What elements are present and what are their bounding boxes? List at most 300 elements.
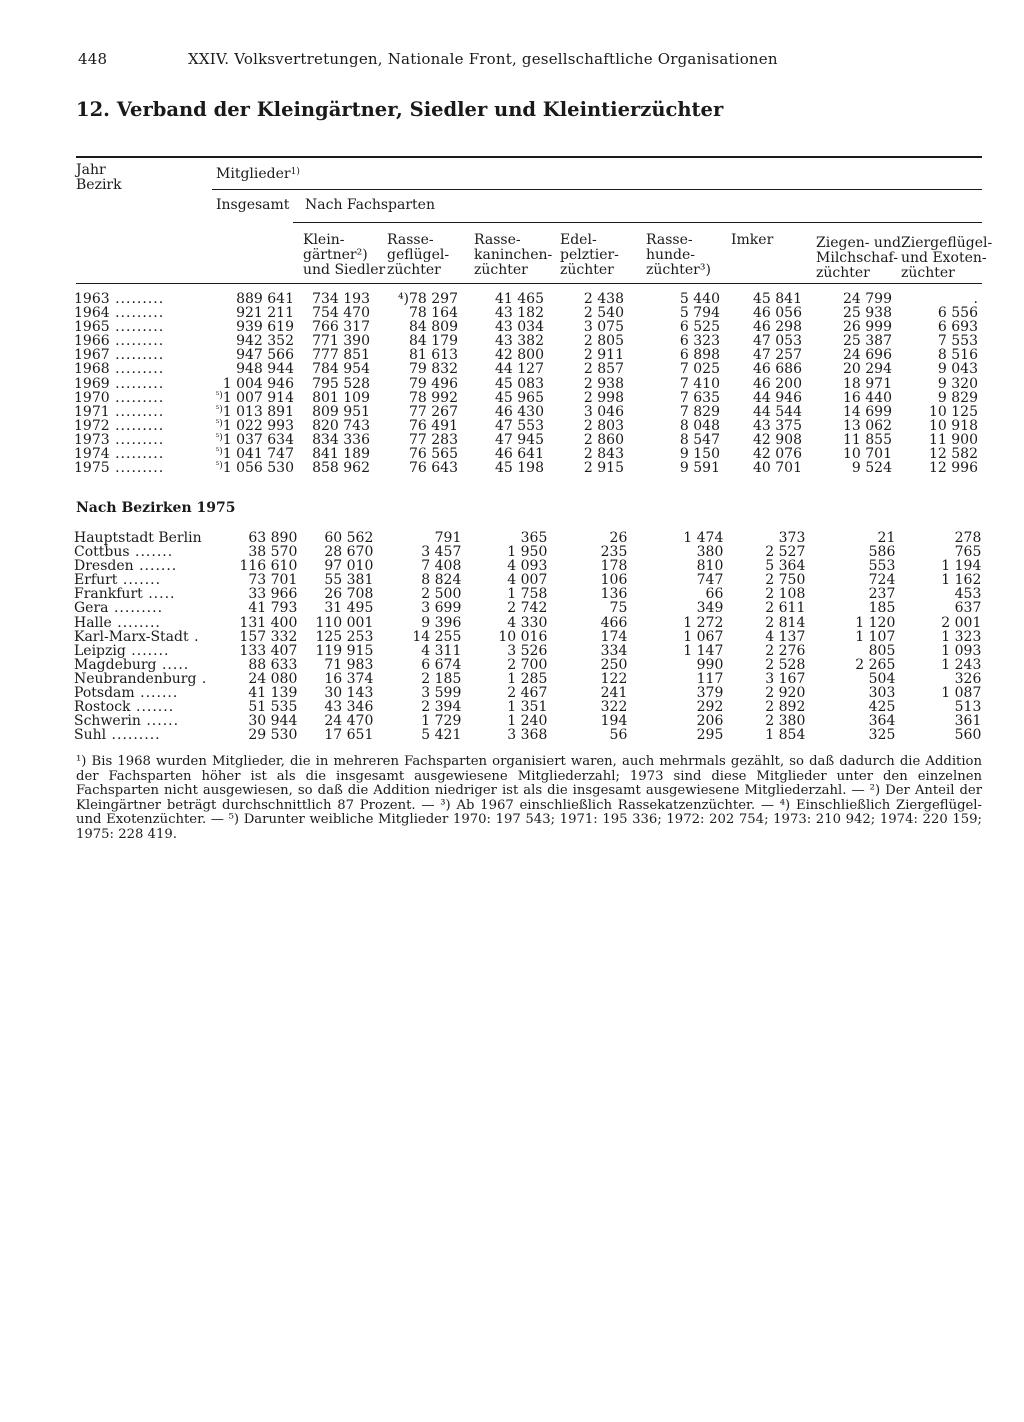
table-cell: 3 457: [421, 544, 462, 561]
col-head-line: züchter: [560, 262, 614, 278]
cell-total: [207, 700, 297, 714]
cell-total: [207, 644, 297, 658]
table-cell: 119 915: [315, 642, 374, 659]
table-cell: 46 056: [753, 305, 802, 322]
col-head-line: Rasse-: [474, 232, 521, 248]
table-row: [74, 700, 981, 714]
table-cell: 637: [954, 600, 982, 617]
table-cell: 24 696: [843, 347, 892, 364]
table-cell: 122: [600, 670, 628, 687]
leader-dots: .........: [109, 417, 165, 434]
table-cell: 365: [520, 530, 548, 546]
table-cell: 2 843: [583, 446, 624, 463]
table-cell: 78 992: [409, 389, 458, 406]
row-label: [74, 377, 204, 391]
rule-under-mitglieder: [212, 189, 982, 190]
leader-dots: .......: [130, 699, 175, 716]
table-cell: 2 920: [765, 685, 806, 702]
table-cell: 75: [609, 600, 628, 617]
table-cell: 84 179: [409, 333, 458, 350]
table-cell: 9 043: [937, 361, 978, 378]
cell-total: [207, 686, 297, 700]
table-cell: 2 814: [765, 614, 806, 631]
col-head-ziegen: [816, 236, 901, 281]
table-cell: 44 544: [753, 403, 802, 420]
table-cell: 26 708: [324, 586, 374, 603]
table-cell: 2 265: [855, 656, 896, 673]
table-cell: 174: [600, 628, 628, 645]
table-cell: 3 526: [507, 642, 548, 659]
districts-table: [74, 531, 981, 742]
table-cell: 40 701: [753, 460, 802, 477]
row-label: [74, 644, 207, 658]
table-cell: 380: [696, 544, 724, 561]
table-cell: 4 007: [507, 572, 548, 589]
table-cell: 3 167: [765, 670, 806, 687]
table-cell: 185: [868, 600, 896, 617]
table-cell: 77 267: [409, 403, 458, 420]
row-label: [74, 447, 204, 461]
cell-total: [207, 728, 297, 742]
table-cell: 7 410: [679, 375, 720, 392]
leader-dots: .........: [109, 291, 165, 307]
cell-total: [207, 616, 297, 630]
col-head-line: Ziegen- und: [816, 235, 901, 251]
table-cell: 2 527: [765, 544, 806, 561]
table-cell: 9 320: [937, 375, 978, 392]
total-value: 947 566: [236, 347, 294, 364]
footnotes: [76, 755, 982, 842]
leader-dots: .........: [109, 305, 165, 322]
row-label-text: Karl-Marx-Stadt: [74, 628, 189, 645]
row-label-text: 1974: [74, 446, 110, 463]
row-label-text: 1970: [74, 389, 110, 406]
table-row: [74, 714, 981, 728]
table-cell: 553: [868, 558, 896, 575]
total-value: 41 139: [248, 685, 298, 702]
table-cell: 26 999: [843, 319, 892, 336]
table-cell: 990: [696, 656, 724, 673]
table-cell: 6 556: [937, 305, 978, 322]
table-cell: 349: [696, 600, 724, 617]
row-label-text: Suhl: [74, 727, 107, 744]
leader-dots: ........: [111, 614, 161, 631]
table-cell: .: [973, 291, 978, 307]
table-cell: 2 805: [583, 333, 624, 350]
table-cell: 3 599: [421, 685, 462, 702]
table-cell: 820 743: [312, 417, 370, 434]
table-row: [74, 672, 981, 686]
cell-total: [204, 447, 294, 461]
districts-heading: Nach Bezirken 1975: [76, 500, 236, 516]
table-cell: 3 368: [507, 727, 548, 744]
col-head-rassegefluegel: [387, 233, 449, 278]
row-label: [74, 714, 207, 728]
table-row: [74, 573, 981, 587]
total-value: 133 407: [239, 642, 298, 659]
table-cell: 379: [696, 685, 724, 702]
table-cell: 9 591: [679, 460, 720, 477]
total-footnote: ⁵): [215, 461, 223, 472]
col-head-line: pelztier-: [560, 247, 619, 263]
table-cell: 858 962: [312, 460, 370, 477]
table-cell: 11 900: [929, 431, 978, 448]
table-cell: 9 524: [851, 460, 892, 477]
table-cell: 13 062: [843, 417, 892, 434]
leader-dots: .: [188, 628, 200, 645]
table-cell: 45 198: [495, 460, 544, 477]
table-row: [74, 630, 981, 644]
table-cell: 14 255: [412, 628, 462, 645]
total-value: 29 530: [248, 727, 298, 744]
table-cell: 10 918: [929, 417, 978, 434]
table-cell: 5 421: [421, 727, 462, 744]
col-head-line: züchter: [387, 262, 441, 278]
col-head-line: züchter: [474, 262, 528, 278]
table-row: [74, 348, 978, 362]
group-head-mitglieder: [216, 167, 300, 182]
stub-head: [76, 163, 122, 193]
col-head-line: Klein-: [303, 232, 345, 248]
table-cell: 734 193: [312, 291, 370, 307]
cell-total: [204, 334, 294, 348]
table-cell: 1 147: [683, 642, 724, 659]
row-label: [74, 686, 207, 700]
cell-total: [207, 714, 297, 728]
leader-dots: .........: [109, 375, 165, 392]
table-cell: 79 496: [409, 375, 458, 392]
table-cell: 3 075: [583, 319, 624, 336]
table-row: [74, 419, 978, 433]
table-cell: 21: [877, 530, 896, 546]
total-value: 116 610: [239, 558, 298, 575]
table-cell: 250: [600, 656, 628, 673]
col-head-line: Ziergeflügel-: [901, 235, 993, 251]
total-footnote: ⁵): [215, 418, 223, 429]
row-label-text: 1972: [74, 417, 110, 434]
table-cell: 46 298: [753, 319, 802, 336]
table-cell: 2 892: [765, 699, 806, 716]
table-cell: 784 954: [312, 361, 370, 378]
table-cell: 12 996: [929, 460, 978, 477]
col-head-line: gärtner²): [303, 247, 368, 263]
years-table: [74, 292, 978, 475]
table-cell: 42 800: [495, 347, 544, 364]
cell-total: [204, 320, 294, 334]
row-label-text: 1975: [74, 460, 110, 477]
table-cell: 45 841: [753, 291, 802, 307]
table-cell: 8 516: [937, 347, 978, 364]
table-cell: 2 860: [583, 431, 624, 448]
cell-total: [207, 545, 297, 559]
table-cell: 110 001: [315, 614, 374, 631]
table-cell: 55 381: [324, 572, 374, 589]
leader-dots: .........: [106, 727, 161, 744]
col-head-edelpelztier: [560, 233, 619, 278]
cell-total: [204, 433, 294, 447]
table-row: [74, 601, 981, 615]
col-head-imker: [731, 233, 773, 248]
table-cell: 10 125: [929, 403, 978, 420]
table-cell: 1 323: [941, 628, 982, 645]
row-label-text: Neubrandenburg: [74, 670, 197, 687]
table-cell: 303: [868, 685, 896, 702]
table-cell: 504: [868, 670, 896, 687]
total-value: 889 641: [236, 291, 294, 307]
running-title: XXIV. Volksvertretungen, Nationale Front, gesellschaftliche Organisationen: [188, 50, 778, 68]
total-value: 1 004 946: [222, 375, 294, 392]
table-cell: 1 729: [421, 713, 462, 730]
table-cell: 7 829: [679, 403, 720, 420]
leader-dots: .......: [134, 685, 179, 702]
table-cell: 453: [954, 586, 982, 603]
row-label: [74, 391, 204, 405]
table-cell: 8 048: [679, 417, 720, 434]
table-cell: 5 794: [679, 305, 720, 322]
table-cell: 60 562: [324, 530, 374, 546]
leader-dots: .........: [108, 600, 164, 617]
table-cell: 25 387: [843, 333, 892, 350]
total-value: 1 007 914: [222, 389, 294, 406]
table-cell: 17 651: [324, 727, 374, 744]
table-row: [74, 531, 981, 545]
col-head-line: kaninchen-: [474, 247, 553, 263]
table-cell: 777 851: [312, 347, 370, 364]
page-number: 448: [78, 50, 108, 68]
table-cell: 841 189: [312, 446, 370, 463]
table-cell: 801 109: [312, 389, 370, 406]
leader-dots: .........: [109, 460, 165, 477]
table-cell: 18 971: [843, 375, 892, 392]
col-head-line: und Exoten-: [901, 250, 987, 266]
table-cell: 30 143: [324, 685, 374, 702]
total-value: 1 041 747: [222, 446, 294, 463]
total-value: 51 535: [248, 699, 298, 716]
table-cell: 2 001: [941, 614, 982, 631]
table-row: [74, 320, 978, 334]
group-head-footnote: 1): [290, 167, 300, 177]
row-label-text: 1967: [74, 347, 110, 364]
table-cell: 43 182: [495, 305, 544, 322]
col-head-line: Imker: [731, 232, 774, 248]
table-cell: 11 855: [843, 431, 892, 448]
sub-group-head: Nach Fachsparten: [305, 197, 435, 213]
row-label-text: 1971: [74, 403, 110, 420]
table-cell: 2 108: [765, 586, 806, 603]
total-value: 131 400: [239, 614, 298, 631]
table-cell: 106: [600, 572, 628, 589]
row-label-text: Frankfurt: [74, 586, 143, 603]
total-footnote: ⁵): [215, 447, 223, 458]
table-cell: 44 946: [753, 389, 802, 406]
total-value: 939 619: [236, 319, 294, 336]
table-cell: 16 440: [843, 389, 892, 406]
table-cell: 1 240: [507, 713, 548, 730]
row-label-text: 1968: [74, 361, 110, 378]
total-value: 88 633: [248, 656, 298, 673]
table-cell: 241: [600, 685, 628, 702]
total-value: 24 080: [248, 670, 298, 687]
table-cell: 206: [696, 713, 724, 730]
table-cell: 14 699: [843, 403, 892, 420]
table-cell: 586: [868, 544, 896, 561]
table-cell: 136: [600, 586, 628, 603]
stub-head-jahr: Jahr: [76, 162, 106, 178]
table-cell: 2 998: [583, 389, 624, 406]
table-cell: 43 034: [495, 319, 544, 336]
table-cell: 10 016: [498, 628, 548, 645]
table-cell: 5 440: [679, 291, 720, 307]
table-cell: 4 137: [765, 628, 806, 645]
table-cell: 513: [954, 699, 982, 716]
table-cell: 5 364: [765, 558, 806, 575]
leader-dots: .........: [109, 446, 165, 463]
row-label: [74, 362, 204, 376]
leader-dots: .......: [117, 572, 162, 589]
row-label: [74, 433, 204, 447]
table-cell: 42 076: [753, 446, 802, 463]
table-row: [74, 728, 981, 742]
row-label-text: 1973: [74, 431, 110, 448]
row-label-text: Potsdam: [74, 685, 135, 702]
table-cell: 194: [600, 713, 628, 730]
row-label: [74, 419, 204, 433]
col-head-rassekaninchen: [474, 233, 552, 278]
total-value: 942 352: [236, 333, 294, 350]
cell-total: [207, 587, 297, 601]
table-cell: 78 164: [409, 305, 458, 322]
table-cell: 2 803: [583, 417, 624, 434]
table-cell: 1 194: [941, 558, 982, 575]
total-value: 1 037 634: [222, 431, 294, 448]
table-cell: 77 283: [409, 431, 458, 448]
table-row: [74, 433, 978, 447]
cell-total: [204, 292, 294, 306]
col-head-line: Edel-: [560, 232, 597, 248]
table-cell: 1 243: [941, 656, 982, 673]
table-cell: 805: [868, 642, 896, 659]
row-label-text: 1964: [74, 305, 110, 322]
row-label-text: Dresden: [74, 558, 134, 575]
table-cell: 24 799: [843, 291, 892, 307]
table-cell: 560: [954, 727, 982, 744]
row-label: [74, 545, 207, 559]
table-row: [74, 377, 978, 391]
row-label-text: Cottbus: [74, 544, 130, 561]
total-value: 948 944: [236, 361, 294, 378]
rule-under-colheads: [76, 283, 982, 284]
col-head-kleingaertner: [303, 233, 385, 278]
table-cell: 425: [868, 699, 896, 716]
table-cell: 1 758: [507, 586, 548, 603]
col-head-line: Rasse-: [646, 232, 693, 248]
table-cell: 24 470: [324, 713, 374, 730]
leader-dots: .......: [133, 558, 178, 575]
row-label: [74, 728, 207, 742]
table-cell: 322: [600, 699, 628, 716]
table-cell: 7 553: [937, 333, 978, 350]
row-label-text: 1966: [74, 333, 110, 350]
table-cell: 1 285: [507, 670, 548, 687]
total-value: 1 056 530: [222, 460, 294, 477]
table-row: [74, 292, 978, 306]
table-cell: 1 087: [941, 685, 982, 702]
table-cell: 45 965: [495, 389, 544, 406]
row-label-text: Leipzig: [74, 642, 126, 659]
col-head-ziergefluegel: [901, 236, 992, 281]
row-label: [74, 672, 207, 686]
table-cell: 834 336: [312, 431, 370, 448]
table-row: [74, 616, 981, 630]
table-cell: 1 950: [507, 544, 548, 561]
table-row: [74, 545, 981, 559]
cell-total: [207, 573, 297, 587]
row-label: [74, 306, 204, 320]
table-cell: 373: [778, 530, 806, 546]
table-cell: 2 380: [765, 713, 806, 730]
table-cell: 41 465: [495, 291, 544, 307]
row-label: [74, 587, 207, 601]
col-head-line: Milchschaf-: [816, 250, 898, 266]
table-row: [74, 306, 978, 320]
table-cell: 12 582: [929, 446, 978, 463]
col-head-insgesamt: Insgesamt: [216, 197, 290, 213]
row-label-text: Magdeburg: [74, 656, 157, 673]
table-cell: 2 915: [583, 460, 624, 477]
cell-total: [204, 461, 294, 475]
col-head-line: und Siedler: [303, 262, 386, 278]
table-cell: ⁴)78 297: [397, 291, 458, 307]
table-cell: 20 294: [843, 361, 892, 378]
table-row: [74, 405, 978, 419]
table-cell: 1 854: [765, 727, 806, 744]
total-value: 63 890: [248, 530, 298, 546]
col-head-line: züchter: [816, 265, 870, 281]
table-cell: 325: [868, 727, 896, 744]
table-cell: 4 311: [421, 642, 462, 659]
table-cell: 364: [868, 713, 896, 730]
row-label-text: Rostock: [74, 699, 131, 716]
table-cell: 334: [600, 642, 628, 659]
total-value: 38 570: [248, 544, 298, 561]
table-cell: 16 374: [324, 670, 374, 687]
table-cell: 6 525: [679, 319, 720, 336]
table-cell: 1 272: [683, 614, 724, 631]
table-cell: 766 317: [312, 319, 370, 336]
row-label: [74, 658, 207, 672]
table-cell: 10 701: [843, 446, 892, 463]
table-cell: 46 641: [495, 446, 544, 463]
table-cell: 1 093: [941, 642, 982, 659]
table-cell: 79 832: [409, 361, 458, 378]
col-head-line: züchter³): [646, 262, 711, 278]
total-footnote: ⁵): [215, 390, 223, 401]
table-cell: 8 547: [679, 431, 720, 448]
table-cell: 28 670: [324, 544, 374, 561]
leader-dots: .........: [109, 431, 165, 448]
cell-total: [207, 672, 297, 686]
row-label-text: 1969: [74, 375, 110, 392]
row-label: [74, 461, 204, 475]
cell-total: [204, 348, 294, 362]
row-label: [74, 616, 207, 630]
row-label: [74, 292, 204, 306]
col-head-line: geflügel-: [387, 247, 450, 263]
row-label: [74, 573, 207, 587]
table-cell: 9 396: [421, 614, 462, 631]
table-cell: 2 857: [583, 361, 624, 378]
cell-total: [204, 419, 294, 433]
